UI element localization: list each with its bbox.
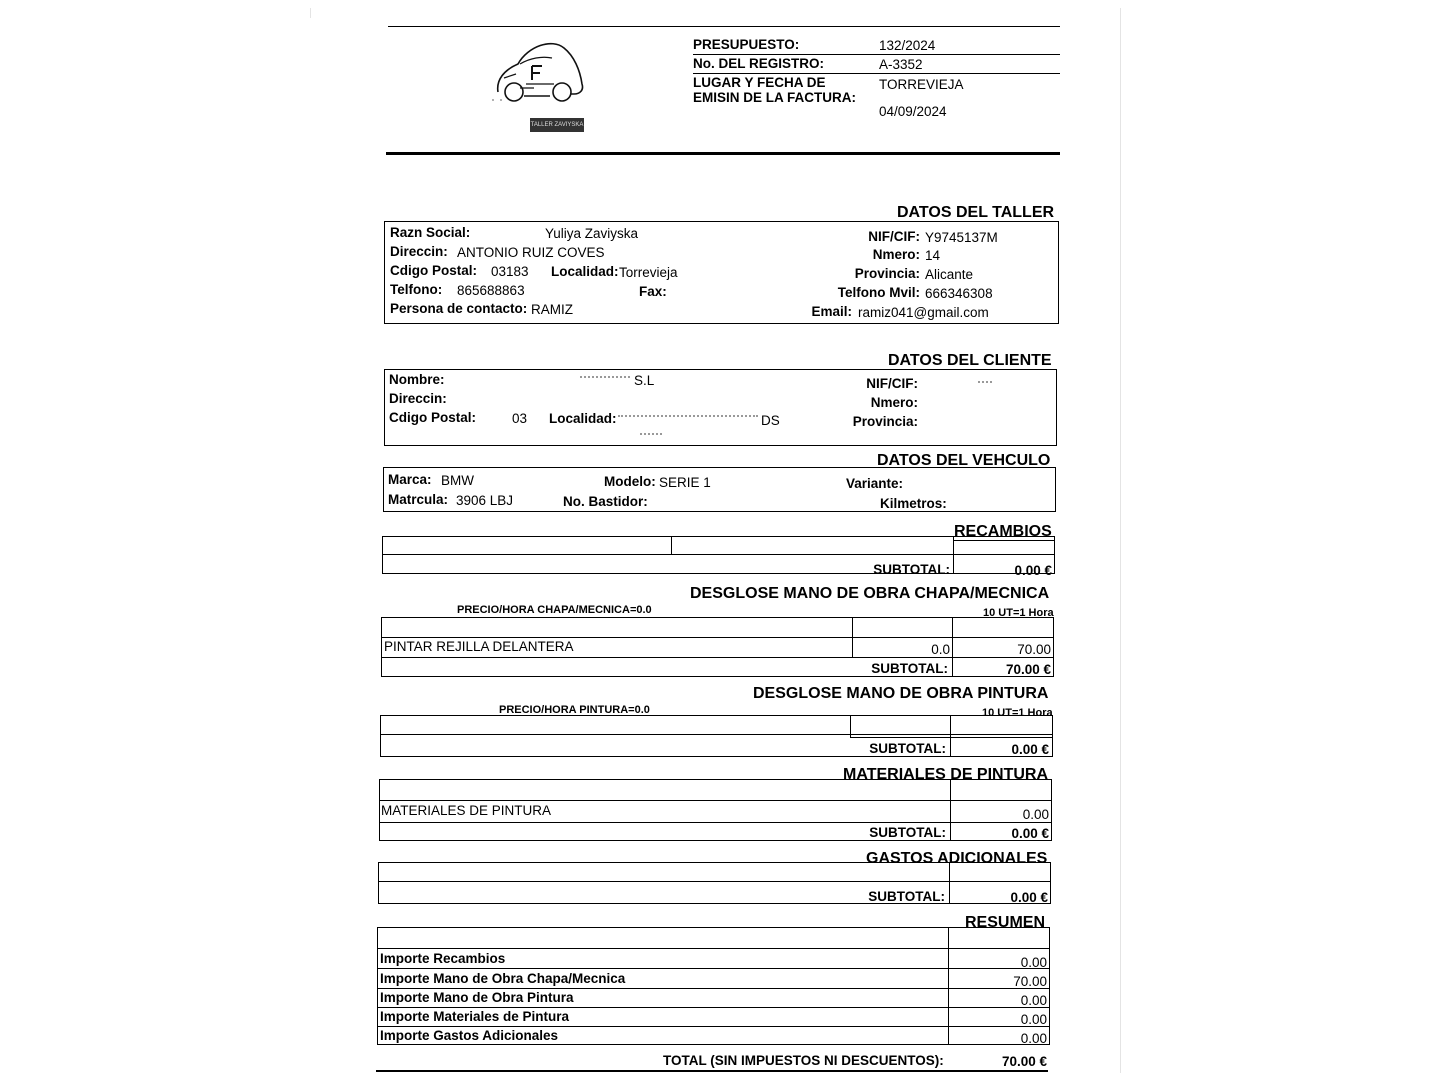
presupuesto-label: PRESUPUESTO: [693,37,800,52]
lugar-value: TORREVIEJA [879,77,964,92]
pintura-precio-hora: PRECIO/HORA PINTURA=0.0 [499,704,650,716]
materiales-title: MATERIALES DE PINTURA [843,766,1049,783]
pintura-table [380,715,1053,757]
fecha-value: 04/09/2024 [879,104,947,119]
matricula-value: 3906 LBJ [456,493,514,508]
scan-mark [310,8,311,18]
gastos-table [378,862,1051,904]
resumen-row-value: 0.00 [1020,955,1047,970]
registro-label: No. DEL REGISTRO: [693,56,825,71]
variante-label: Variante: [846,476,904,491]
lugar-label-2: EMISIN DE LA FACTURA: [693,90,856,105]
scan-edge-line [1120,8,1121,1073]
pintura-title: DESGLOSE MANO DE OBRA PINTURA [753,685,1049,702]
contacto-label: Persona de contacto: [390,301,528,316]
pintura-ut-note: 10 UT=1 Hora [982,707,1053,719]
contacto-value: RAMIZ [531,302,573,317]
resumen-row-rule-3 [377,1007,1050,1008]
chapa-item-desc: PINTAR REJILLA DELANTERA [384,639,574,654]
chapa-subtotal-label: SUBTOTAL: [871,661,948,676]
marca-value: BMW [441,473,474,488]
cliente-title: DATOS DEL CLIENTE [888,352,1052,369]
email-value: ramiz041@gmail.com [858,305,989,320]
chapa-item-importe: 70.00 [1017,642,1051,657]
recambios-subtotal-value: 0.00 € [1014,563,1052,578]
telefono-label: Telfono: [390,282,443,297]
direccion-value: ANTONIO RUIZ COVES [457,245,605,260]
header-bottom-rule [386,152,1060,155]
redaction-mark [580,376,630,380]
materiales-row-rule-2 [379,822,1052,823]
resumen-row-rule-2 [377,988,1050,989]
cp-label: Cdigo Postal: [390,263,477,278]
materiales-subtotal-label: SUBTOTAL: [869,825,946,840]
cliente-nombre-value: S.L [634,373,655,388]
chapa-precio-hora: PRECIO/HORA CHAPA/MECNICA=0.0 [457,604,652,616]
resumen-row-label: Importe Recambios [380,951,506,966]
materiales-col-rule [950,779,951,841]
gastos-title: GASTOS ADICIONALES [866,850,1048,867]
resumen-row-label: Importe Mano de Obra Pintura [380,990,574,1005]
materiales-subtotal-value: 0.00 € [1011,826,1049,841]
total-label: TOTAL (SIN IMPUESTOS NI DESCUENTOS): [663,1053,944,1068]
presupuesto-value: 132/2024 [879,38,936,53]
email-label: Email: [811,304,852,319]
cliente-provincia-label: Provincia: [852,414,918,429]
direccion-label: Direccin: [390,244,448,259]
gastos-col-rule [949,862,950,904]
company-logo [490,30,590,138]
lugar-label-1: LUGAR Y FECHA DE [693,75,826,90]
pintura-subtotal-value: 0.00 € [1011,742,1049,757]
chapa-item-ut: 0.0 [931,642,950,657]
provincia-value: Alicante [925,267,974,282]
materiales-row-rule-1 [379,800,1052,801]
resumen-row-rule-1 [377,968,1050,969]
resumen-row-value: 70.00 [1013,974,1047,989]
telefono-value: 865688863 [457,283,525,298]
razon-value: Yuliya Zaviyska [545,226,639,241]
chapa-ut-note: 10 UT=1 Hora [983,607,1054,619]
registro-value: A-3352 [879,57,923,72]
total-value: 70.00 € [1001,1054,1047,1069]
vehiculo-title: DATOS DEL VEHCULO [877,452,1051,469]
bastidor-label: No. Bastidor: [563,494,648,509]
resumen-col-rule [948,927,949,1045]
cliente-box [384,369,1057,446]
recambios-subtotal-label: SUBTOTAL: [873,562,950,577]
provincia-label: Provincia: [854,266,920,281]
pintura-col-rule-1 [850,715,851,737]
matricula-label: Matrcula: [388,492,449,507]
chapa-subtotal-value: 70.00 € [1005,662,1051,677]
fax-label: Fax: [639,284,667,299]
chapa-row-rule-2 [381,657,1054,658]
marca-label: Marca: [388,472,432,487]
recambios-col-rule-1 [671,536,672,554]
cliente-cp-label: Cdigo Postal: [389,410,476,425]
movil-label: Telfono Mvil: [837,285,920,300]
chapa-col-rule-2 [952,617,953,677]
cliente-nif-label: NIF/CIF: [866,376,918,391]
cliente-localidad-label: Localidad: [549,411,617,426]
taller-title: DATOS DEL TALLER [897,204,1055,221]
razon-label: Razn Social: [390,225,471,240]
chapa-row-rule-1 [381,637,1054,638]
cliente-direccion-label: Direccin: [389,391,447,406]
header-top-rule [388,26,1060,27]
materiales-item-importe: 0.00 [1022,807,1049,822]
cp-value: 03183 [491,264,529,279]
resumen-row-label: Importe Gastos Adicionales [380,1028,559,1043]
modelo-value: SERIE 1 [659,475,711,490]
resumen-row-value: 0.00 [1020,993,1047,1008]
gastos-subtotal-label: SUBTOTAL: [868,889,945,904]
recambios-title: RECAMBIOS [954,523,1052,540]
total-rule [376,1070,1048,1072]
recambios-table [382,536,1055,574]
localidad-label: Localidad: [551,264,619,279]
resumen-row-value: 0.00 [1020,1012,1047,1027]
resumen-head-rule [377,948,1050,949]
localidad-value: Torrevieja [619,265,678,280]
recambios-col-rule-2 [953,536,954,574]
materiales-item-desc: MATERIALES DE PINTURA [381,803,552,818]
redaction-mark-2 [618,415,758,419]
gastos-row-rule [378,881,1051,882]
movil-value: 666346308 [925,286,993,301]
pintura-row-rule-1 [380,734,1053,735]
chapa-title: DESGLOSE MANO DE OBRA CHAPA/MECNICA [690,585,1050,602]
nif-value: Y9745137M [925,230,998,245]
resumen-row-label: Importe Materiales de Pintura [380,1009,570,1024]
nif-label: NIF/CIF: [868,229,920,244]
resumen-row-value: 0.00 [1020,1031,1047,1046]
numero-value: 14 [925,248,941,263]
redaction-mark-4 [978,381,992,385]
cliente-localidad-value: DS [761,413,780,428]
header-rule-1 [693,54,1060,55]
cliente-cp-value: 03 [512,411,528,426]
pintura-col-rule-2 [950,715,951,757]
modelo-label: Modelo: [604,474,656,489]
cliente-numero-label: Nmero: [870,395,918,410]
cliente-nombre-label: Nombre: [389,372,445,387]
resumen-title: RESUMEN [965,914,1046,931]
recambios-head-rule [953,540,1055,541]
numero-label: Nmero: [872,247,920,262]
pintura-subtotal-label: SUBTOTAL: [869,741,946,756]
resumen-row-rule-4 [377,1026,1050,1027]
gastos-subtotal-value: 0.00 € [1010,890,1048,905]
resumen-row-label: Importe Mano de Obra Chapa/Mecnica [380,971,626,986]
redaction-mark-3 [640,433,662,437]
chapa-col-rule-1 [852,617,853,657]
logo-text: TALLER ZAVIYSKA [530,122,584,128]
header-rule-2 [693,73,1060,74]
recambios-row-rule [382,554,1055,555]
pintura-row-rule-2 [850,737,1053,738]
km-label: Kilmetros: [880,496,947,511]
